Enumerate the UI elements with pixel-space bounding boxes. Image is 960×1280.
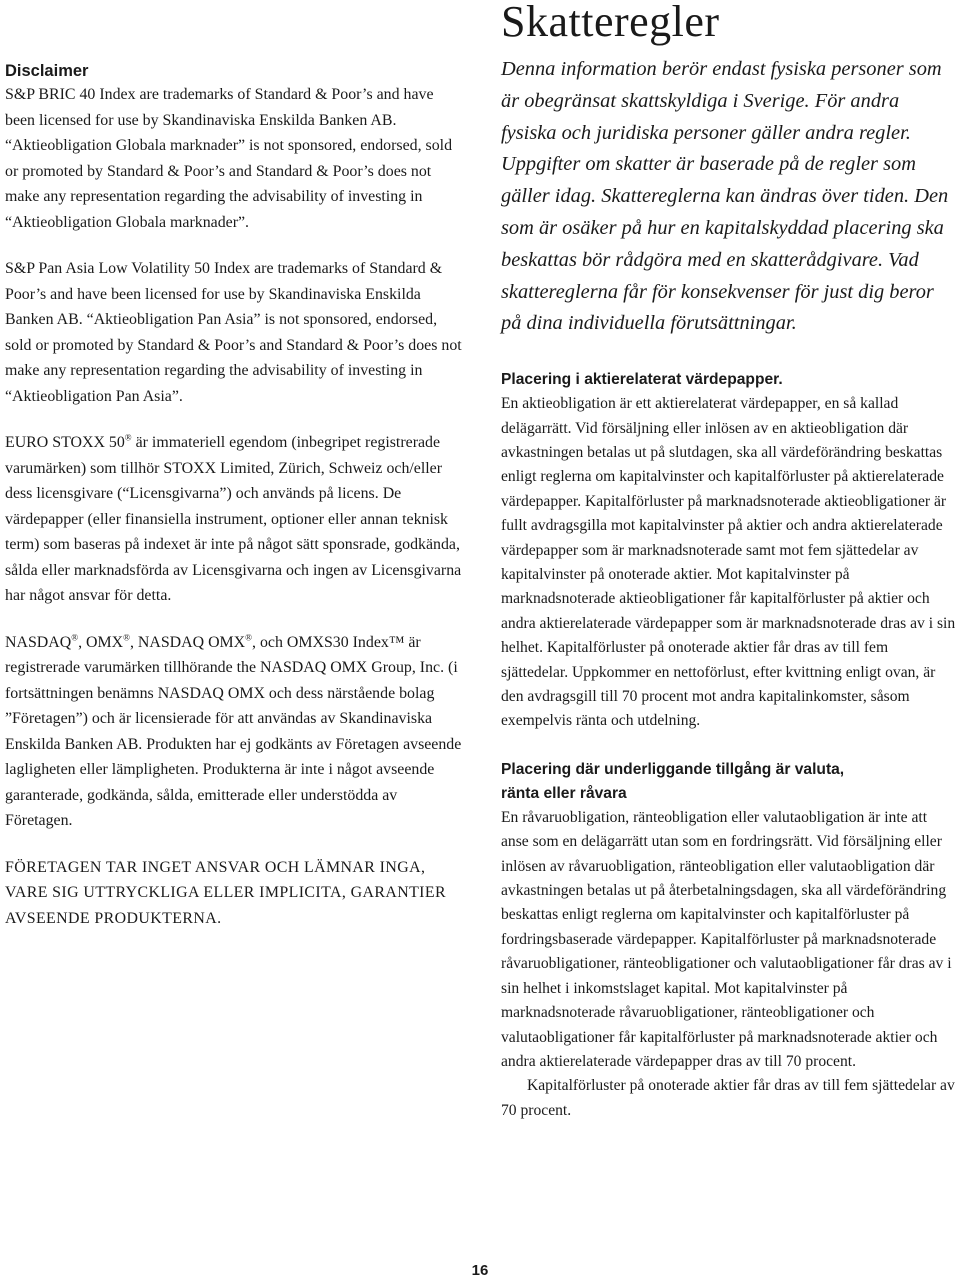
omx-name: , OMX: [78, 633, 124, 651]
page-title: Skatteregler: [501, 0, 720, 46]
section-heading-equity: Placering i aktierelaterat värdepapper.: [501, 371, 783, 389]
registered-mark: ®: [123, 632, 130, 643]
section-text-currency: En råvaruobligation, ränteobligation eller valutaobligation är inte att anse som en delägarrätt utan som en fordringsrätt. Vid försäljning eller inlösen av råvaruobligation, ränteobligation eller valutaobligation där avkastningen betalas ut på återbetalningsdagen, ska all värdeförändring beskattas enligt reglerna om kapitalvinster och kapitalförluster på fordringsbaserade värdepapper. Kapitalförluster på marknadsnoterade råvaruobligationer, ränteobligationer och valutaobligationer får dras av i sin helhet i inkomstslaget kapital. Mot kapitalvinster på marknadsnoterade råvaruobligationer, ränteobligationer och valutaobligationer får kapitalförluster på marknadsnoterade aktier och andra aktierelaterade värdepapper dras av till 70 procent.: [501, 808, 952, 1070]
disclaimer-paragraph-pan-asia: S&P Pan Asia Low Volatility 50 Index are trademarks of Standard & Poor’s and have been licensed for use by Skandinaviska Enskilda Banken AB. “Aktieobligation Pan Asia” is not sponsored, endorsed, sold or promoted by Standard & Poor’s and Standard & Poor’s does not make any representation regarding the advisability of investing in “Aktieobligation Pan Asia”.: [5, 260, 462, 405]
disclaimer-paragraph-euro-stoxx: [5, 430, 463, 609]
right-column: [501, 0, 957, 1123]
nasdaq-text: , och OMXS30 Index™ är registrerade varumärken tillhörande the NASDAQ OMX Group, Inc. (i fortsättningen benämns NASDAQ OMX och dess närstående bolag ”Företagen”) och är licensierade för att användas av Skandinaviska Enskilda Banken AB. Produkten har ej godkänts av Företagen avseende lagligheten eller lämpligheten. Produkterna är inte i något avseende garanterade, godkända, sålda, emitterade eller understödda av Företagen.: [5, 633, 462, 829]
section-heading-currency-line2: ränta eller råvara: [501, 784, 627, 802]
section-text-equity: En aktieobligation är ett aktierelaterat värdepapper, en så kallad delägarrätt. Vid försäljning eller inlösen av en aktieobligation där avkastningen betalas ut på slutdagen, ska all värdeförändring beskattas enligt reglerna om kapitalvinster och kapitalförluster på aktierelaterade värdepapper. Kapitalförluster på marknadsnoterade aktieobligationer är fullt avdragsgilla mot kapitalvinster på aktier och andra aktierelaterade värdepapper som är marknadsnoterade samt mot fem sjättedelar av kapitalvinster på onoterade aktier. Mot kapitalvinster på marknadsnoterade aktieobligationer får kapitalförluster på aktier och andra aktierelaterade värdepapper som är marknadsnoterade dras av i sin helhet. Kapitalförluster på onoterade aktier får dras av till fem sjättedelar. Uppkommer en nettoförlust, efter kvittning enligt ovan, är den avdragsgill till 70 procent mot andra kapitalinkomster, såsom exempelvis ränta och utdelning.: [501, 395, 956, 730]
registered-mark: ®: [124, 432, 132, 443]
section-heading-currency-line1: Placering där underliggande tillgång är valuta,: [501, 760, 845, 778]
disclaimer-paragraph-nasdaq: [5, 630, 463, 834]
page-number: 16: [471, 1262, 489, 1279]
disclaimer-paragraph-bric: S&P BRIC 40 Index are trademarks of Standard & Poor’s and have been licensed for use by Skandinaviska Enskilda Banken AB. “Aktieobligation Globala marknader” is not sponsored, endorsed, sold or promoted by Standard & Poor’s and Standard & Poor’s does not make any representation regarding the advisability of investing in “Aktieobligation Globala marknader”.: [5, 86, 453, 231]
disclaimer-paragraph-liability: FÖRETAGEN TAR INGET ANSVAR OCH LÄMNAR INGA, VARE SIG UTTRYCKLIGA ELLER IMPLICITA, GARANTIER AVSEENDE PRODUKTERNA.: [5, 858, 446, 927]
left-column: [5, 60, 463, 952]
registered-mark: ®: [245, 632, 252, 643]
registered-mark: ®: [71, 632, 79, 643]
section-text-currency-extra: Kapitalförluster på onoterade aktier får dras av till fem sjättedelar av 70 procent.: [501, 1077, 955, 1119]
euro-stoxx-text: är immateriell egendom (inbegripet registrerade varumärken) som tillhör STOXX Limited, Zürich, Schweiz och/eller dess licensgivare (“Licensgivarna”) och används på licens. De värdepapper (eller finansiella instrument, optioner eller annan teknisk term) som baseras på indexet är inte på något sätt sponsrade, godkända, sålda eller marknadsförda av Licensgivarna och ingen av Licensgivarna har något ansvar för detta.: [5, 434, 462, 604]
euro-stoxx-name: EURO STOXX 50: [5, 434, 125, 451]
nasdaq-omx-name: , NASDAQ OMX: [129, 633, 246, 651]
intro-paragraph: Denna information berör endast fysiska personer som är obegränsat skattskyldiga i Sverige. För andra fysiska och juridiska personer gäller andra regler. Uppgifter om skatter är baserade på de regler som gäller idag. Skattereglerna kan ändras över tiden. Den som är osäker på hur en kapitalskyddad placering ska beskattas bör rådgöra med en skatterådgivare. Vad skattereglerna får för konsekvenser för just dig beror på dina individuella förutsättningar.: [501, 58, 949, 335]
section-heading-currency: [501, 758, 957, 806]
nasdaq-name: NASDAQ: [5, 633, 72, 651]
disclaimer-heading: Disclaimer: [5, 62, 89, 80]
